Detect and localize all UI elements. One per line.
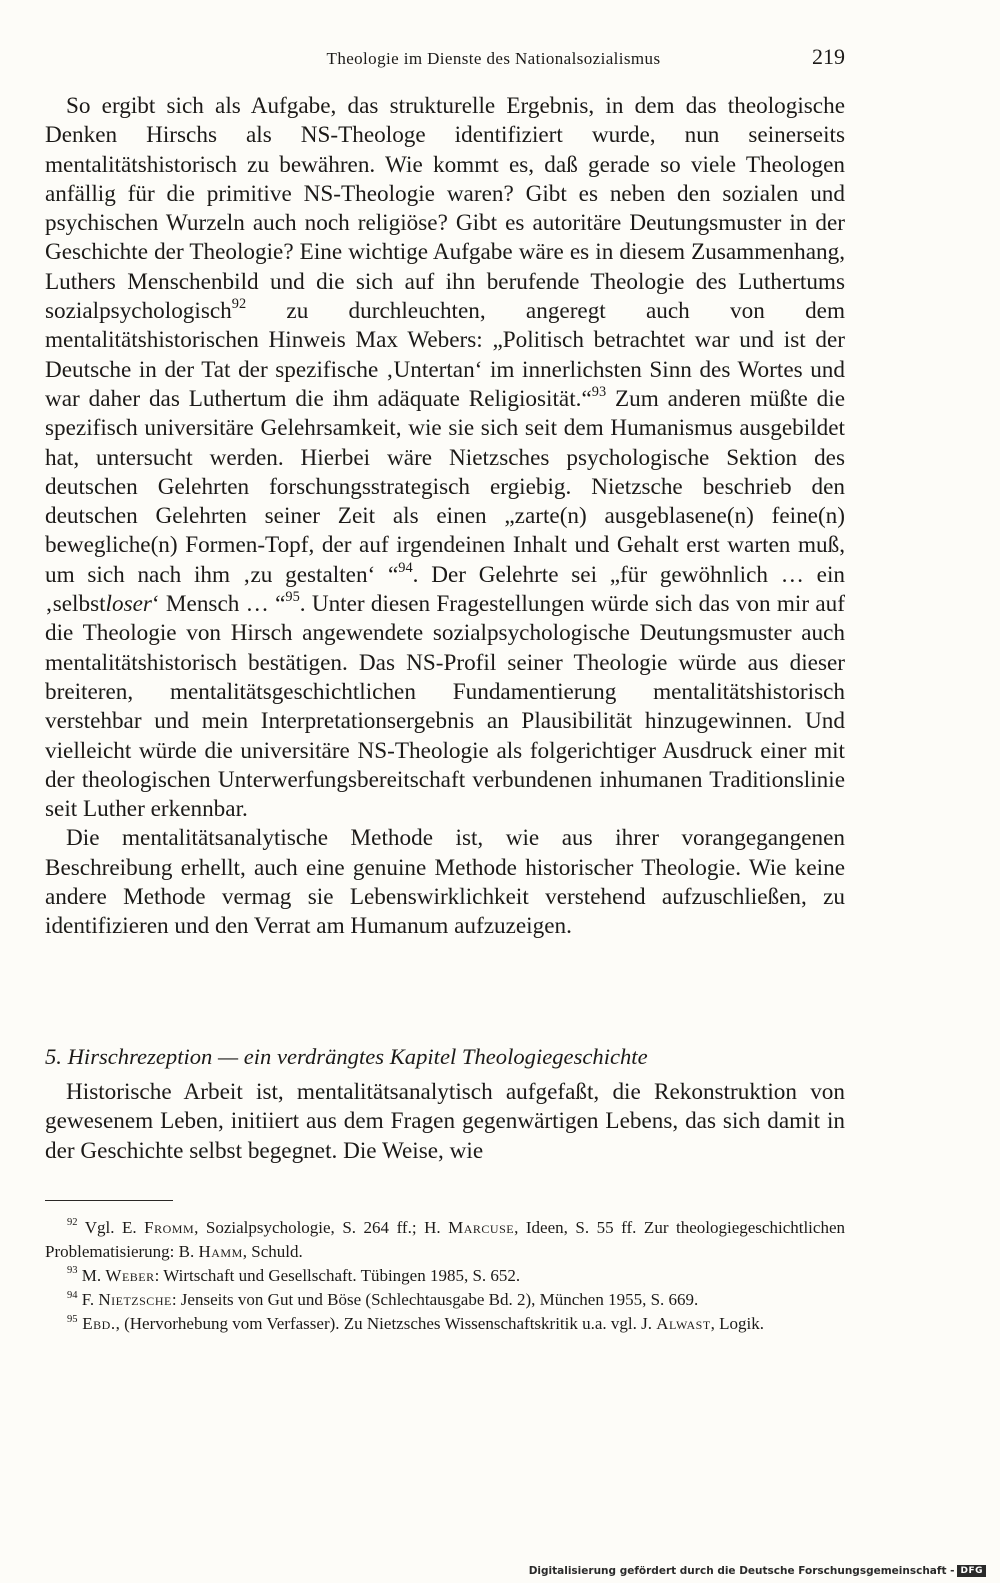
digitization-credit [529, 1565, 986, 1577]
footnote-text: , (Hervorhebung vom Verfasser). Zu Nietzsches Wissenschaftskritik u.a. vgl. J. [115, 1314, 657, 1334]
footnote-ref-94[interactable]: 94 [398, 559, 413, 576]
italic-emphasis: loser [105, 591, 152, 618]
footnote-95 [45, 1312, 845, 1336]
author-name: Weber [105, 1266, 155, 1286]
credit-text: Digitalisierung gefördert durch die Deutsche Forschungsgemeinschaft - [528, 1565, 955, 1577]
footnote-text: , Logik. [710, 1314, 765, 1334]
paragraph-1-text-f: . Unter diesen Fragestellungen würde sich das von mir auf die Theologie von Hirsch angewendete sozialpsychologische Deutungsmuster auch mentalitätshistorisch bestätigen. Das NS-Profil seiner Theologie würde aus dieser breiteren, mentalitätsgeschichtlichen Fundamentierung mentalitätshistorisch verstehbar und mein Interpretationsergebnis an Plausibilität hinzugewinnen. Und vielleicht würde die universitäre NS-Theologie als folgerichtiger Ausdruck einer mit der theologischen Unterwerfungsbereitschaft verbundenen inhumanen Traditionslinie seit Luther erkennbar. [45, 591, 845, 823]
section-heading: 5. Hirschrezeption — ein verdrängtes Kapitel Theologiegeschichte [45, 1044, 648, 1069]
page-number: 219 [812, 44, 845, 69]
footnote-ref-93[interactable]: 93 [591, 383, 607, 400]
footnote-ref-92[interactable]: 92 [231, 295, 247, 312]
author-name: Alwast [656, 1314, 711, 1334]
footnote-text: Vgl. E. [77, 1218, 145, 1237]
body-text [45, 92, 845, 942]
footnote-text: : Wirtschaft und Gesellschaft. Tübingen 1985, S. 652. [154, 1266, 521, 1286]
footnote-text: , Sozialpsychologie, S. 264 ff.; H. [194, 1218, 449, 1237]
paragraph-1-text-a: So ergibt sich als Aufgabe, das strukturelle Ergebnis, in dem das theologische Denken Hirschs als NS-Theologe identifiziert wurde, nun seinerseits mentalitätshistorisch zu bewähren. Wie kommt es, daß gerade so viele Theologen anfällig für die primitive NS-Theologie waren? Gibt es neben den sozialen und psychischen Wurzeln auch noch religiöse? Gibt es autoritäre Deutungsmuster in der Geschichte der Theologie? Eine wichtige Aufgabe wäre es in diesem Zusammenhang, Luthers Menschenbild und die sich auf ihn berufende Theologie des Luthertums sozialpsychologisch [45, 93, 845, 325]
footnote-text: F. [77, 1290, 99, 1310]
running-head [45, 44, 845, 70]
footnote-92 [45, 1216, 845, 1264]
dfg-logo-icon: DFG [957, 1565, 986, 1577]
footnote-text: , Schuld. [242, 1242, 303, 1262]
running-title: Theologie im Dienste des Nationalsozialismus [326, 49, 661, 68]
paragraph-1 [45, 92, 845, 824]
footnote-number: 93 [67, 1265, 78, 1277]
section-text [45, 1078, 845, 1166]
footnote-94 [45, 1288, 845, 1312]
footnote-93 [45, 1264, 845, 1288]
footnote-number: 92 [67, 1217, 78, 1229]
footnote-ref-95[interactable]: 95 [285, 588, 300, 605]
section-paragraph-1: Historische Arbeit ist, mentalitätsanalytisch aufgefaßt, die Rekonstruktion von gewesenem Leben, initiiert aus dem Fragen gegenwärtigen Lebens, das sich damit in der Geschichte selbst begegnet. Die Weise, wie [45, 1079, 845, 1164]
footnote-text: M. [77, 1266, 106, 1286]
author-name: Fromm [144, 1218, 195, 1237]
footnotes [45, 1216, 845, 1336]
paragraph-1-text-c: Zum anderen müßte die spezifisch universitäre Gelehrsamkeit, wie sie sich seit dem Humanismus ausgebildet hat, untersucht werden. Hierbei wäre Nietzsches psychologische Sektion des deutschen Gelehrten forschungsstrategisch ergiebig. Nietzsche beschrieb den deutschen Gelehrten seiner Zeit als einen „zarte(n) ausgeblasene(n) feine(n) bewegliche(n) Formen-Topf, der auf irgendeinen Inhalt und Gehalt erst warten muß, um sich nach ihm ‚zu gestalten‘ “ [45, 385, 845, 588]
footnote-number: 94 [67, 1289, 78, 1301]
paragraph-1-text-e: ‘ Mensch … “ [151, 591, 286, 618]
footnote-divider [45, 1200, 173, 1201]
author-name: Nietzsche [98, 1290, 172, 1310]
footnote-text: , Ideen, S. 55 ff. Zur theologiegeschichtlichen Problematisierung: B. [45, 1218, 845, 1262]
author-name: Ebd. [77, 1314, 116, 1334]
paragraph-2: Die mentalitätsanalytische Methode ist, wie aus ihrer vorangegangenen Beschreibung erhellt, auch eine genuine Methode historischer Theologie. Wie keine andere Methode vermag sie Lebenswirklichkeit verstehend aufzuschließen, zu identifizieren und den Verrat am Humanum aufzuzeigen. [45, 825, 845, 940]
paragraph-1-text-d: . Der Gelehrte sei „für gewöhnlich … ein ‚selbst [45, 561, 845, 618]
author-name: Hamm [198, 1242, 243, 1262]
footnote-number: 95 [67, 1313, 78, 1325]
author-name: Marcuse [448, 1218, 515, 1237]
paragraph-1-text-b: zu durchleuchten, angeregt auch von dem mentalitätshistorischen Hinweis Max Webers: „Politisch betrachtet war und ist der Deutsche in der Tat der spezifische ‚Untertan‘ im innerlichsten Sinn des Wortes und war daher das Luthertum die ihm adäquate Religiosität.“ [45, 298, 845, 412]
footnote-text: : Jenseits von Gut und Böse (Schlechtausgabe Bd. 2), München 1955, S. 669. [171, 1290, 699, 1310]
